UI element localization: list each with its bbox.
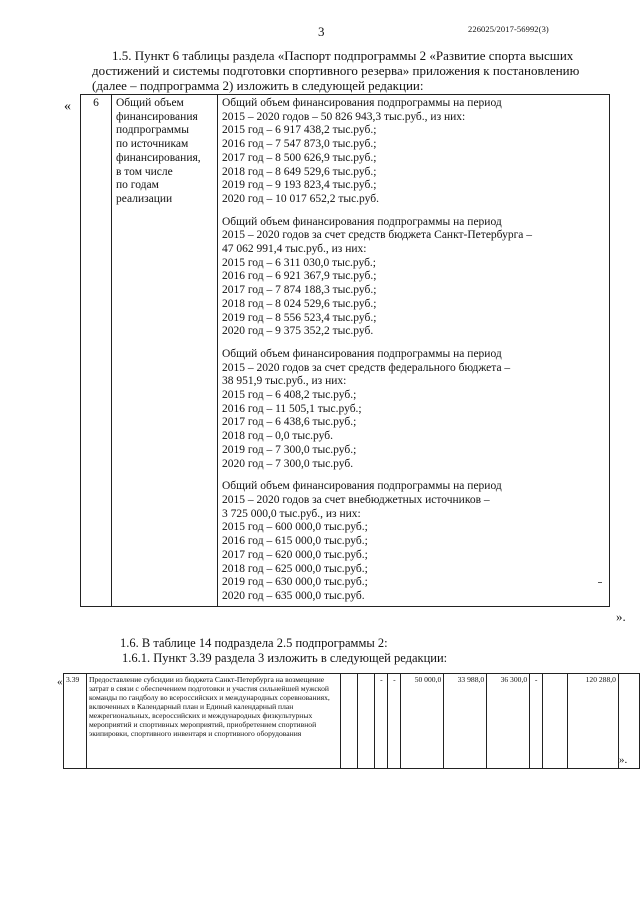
item-3-39-table	[63, 673, 640, 769]
label-line: в том числе	[116, 165, 173, 178]
text-line: 2017 год – 8 500 626,9 тыс.руб.;	[222, 151, 377, 164]
extrabudgetary-block	[222, 480, 605, 603]
text-line: 47 062 991,4 тыс.руб., из них:	[222, 243, 367, 256]
text-line: 2018 год – 625 000,0 тыс.руб.;	[222, 562, 368, 575]
text-line: 2017 год – 6 438,6 тыс.руб.;	[222, 416, 357, 429]
text-line: 2015 год – 600 000,0 тыс.руб.;	[222, 521, 368, 534]
label-line: Общий объем	[116, 97, 184, 109]
text-line: Общий объем финансирования подпрограммы на период	[222, 215, 502, 228]
label-line: по годам	[116, 179, 159, 192]
value-2017: 50 000,0	[401, 674, 444, 769]
total-value: 120 288,0	[568, 674, 619, 769]
text-line: 2019 год – 630 000,0 тыс.руб.;	[222, 576, 368, 589]
label-line: подпрограммы	[116, 124, 189, 137]
text-line: Общий объем финансирования подпрограммы на период	[222, 97, 502, 109]
value-2016: -	[388, 674, 401, 769]
open-quote-small: «	[57, 676, 63, 688]
text-line: 2019 год – 7 300,0 тыс.руб.;	[222, 443, 357, 456]
value-2015: -	[375, 674, 388, 769]
text-line: 2015 – 2020 годов за счет внебюджетных источников –	[222, 493, 490, 506]
close-quote: ».	[616, 609, 626, 624]
text-line: Общий объем финансирования подпрограммы на период	[222, 347, 502, 360]
text-line: 2016 год – 11 505,1 тыс.руб.;	[222, 402, 362, 415]
intro-line-2: достижений и системы подготовки спортивного резерва» приложения к постановлению	[92, 63, 580, 78]
scan-mark	[598, 582, 602, 583]
section-1-6: 1.6. В таблице 14 подраздела 2.5 подпрограммы 2:	[120, 636, 388, 650]
text-line: 2017 год – 620 000,0 тыс.руб.;	[222, 548, 368, 561]
intro-paragraph	[92, 48, 612, 93]
federal-budget-block	[222, 348, 605, 471]
text-line: 2015 год – 6 311 030,0 тыс.руб.;	[222, 256, 376, 269]
section-1-6-1: 1.6.1. Пункт 3.39 раздела 3 изложить в следующей редакции:	[122, 651, 448, 665]
table-row	[81, 95, 610, 607]
open-quote: «	[64, 99, 71, 114]
intro-line-1: 1.5. Пункт 6 таблицы раздела «Паспорт подпрограммы 2 «Развитие спорта высших	[112, 48, 574, 63]
text-line: 2018 год – 8 024 529,6 тыс.руб.;	[222, 297, 377, 310]
text-line: 3 725 000,0 тыс.руб., из них:	[222, 507, 361, 520]
text-line: 2015 год – 6 917 438,2 тыс.руб.;	[222, 124, 377, 137]
label-line: по источникам	[116, 138, 189, 151]
empty-cell	[341, 674, 358, 769]
label-line: реализации	[116, 192, 173, 205]
label-line: финансирования	[116, 110, 198, 123]
document-id: 226025/2017-56992(3)	[468, 24, 549, 34]
text-line: 2015 – 2020 годов – 50 826 943,3 тыс.руб., из них:	[222, 110, 466, 123]
empty-cell	[358, 674, 375, 769]
text-line: 2015 год – 6 408,2 тыс.руб.;	[222, 389, 357, 402]
label-line: финансирования,	[116, 151, 201, 164]
text-line: 2016 год – 7 547 873,0 тыс.руб.;	[222, 138, 377, 151]
page-number: 3	[318, 24, 325, 39]
table-row	[64, 674, 640, 769]
text-line: 2016 год – 615 000,0 тыс.руб.;	[222, 535, 368, 548]
text-line: 2020 год – 10 017 652,2 тыс.руб.	[222, 192, 379, 205]
row-number: 6	[81, 95, 112, 607]
text-line: 2016 год – 6 921 367,9 тыс.руб.;	[222, 270, 377, 283]
total-financing-block	[222, 97, 605, 207]
text-line: 2017 год – 7 874 188,3 тыс.руб.;	[222, 284, 377, 297]
value-2020: -	[530, 674, 543, 769]
item-number: 3.39	[64, 674, 87, 769]
text-line: 2018 год – 8 649 529,6 тыс.руб.;	[222, 165, 377, 178]
intro-line-3: (далее – подпрограмма 2) изложить в следующей редакции:	[92, 78, 424, 93]
text-line: 38 951,9 тыс.руб., из них:	[222, 375, 347, 388]
empty-cell	[543, 674, 568, 769]
item-description: Предоставление субсидии из бюджета Санкт-Петербурга на возмещение затрат в связи с обеспечением подготовки и участия сильнейшей мужской команды по гандболу во всероссийских и международных соревнованиях, включенных в Календарный план и Единый календарный план межрегиональных, всероссийских и международных физкультурных мероприятий и спортивных мероприятий, приобретением спортивной экипировки, спортивного инвентаря и спортивного оборудования	[86, 674, 340, 769]
row-label	[112, 95, 218, 607]
text-line: 2018 год – 0,0 тыс.руб.	[222, 430, 333, 443]
text-line: 2019 год – 8 556 523,4 тыс.руб.;	[222, 311, 377, 324]
text-line: 2020 год – 9 375 352,2 тыс.руб.	[222, 325, 374, 338]
text-line: 2020 год – 635 000,0 тыс.руб.	[222, 589, 365, 602]
value-2018: 33 988,0	[444, 674, 487, 769]
text-line: 2015 – 2020 годов за счет средств федерального бюджета –	[222, 361, 511, 374]
text-line: Общий объем финансирования подпрограммы на период	[222, 480, 502, 493]
city-budget-block	[222, 216, 605, 339]
passport-table	[80, 94, 610, 607]
text-line: 2020 год – 7 300,0 тыс.руб.	[222, 457, 354, 470]
text-line: 2015 – 2020 годов за счет средств бюджета Санкт-Петербурга –	[222, 229, 533, 242]
row-content	[218, 95, 610, 607]
close-quote-small: ».	[619, 754, 628, 766]
text-line: 2019 год – 9 193 823,4 тыс.руб.;	[222, 179, 377, 192]
value-2019: 36 300,0	[487, 674, 530, 769]
